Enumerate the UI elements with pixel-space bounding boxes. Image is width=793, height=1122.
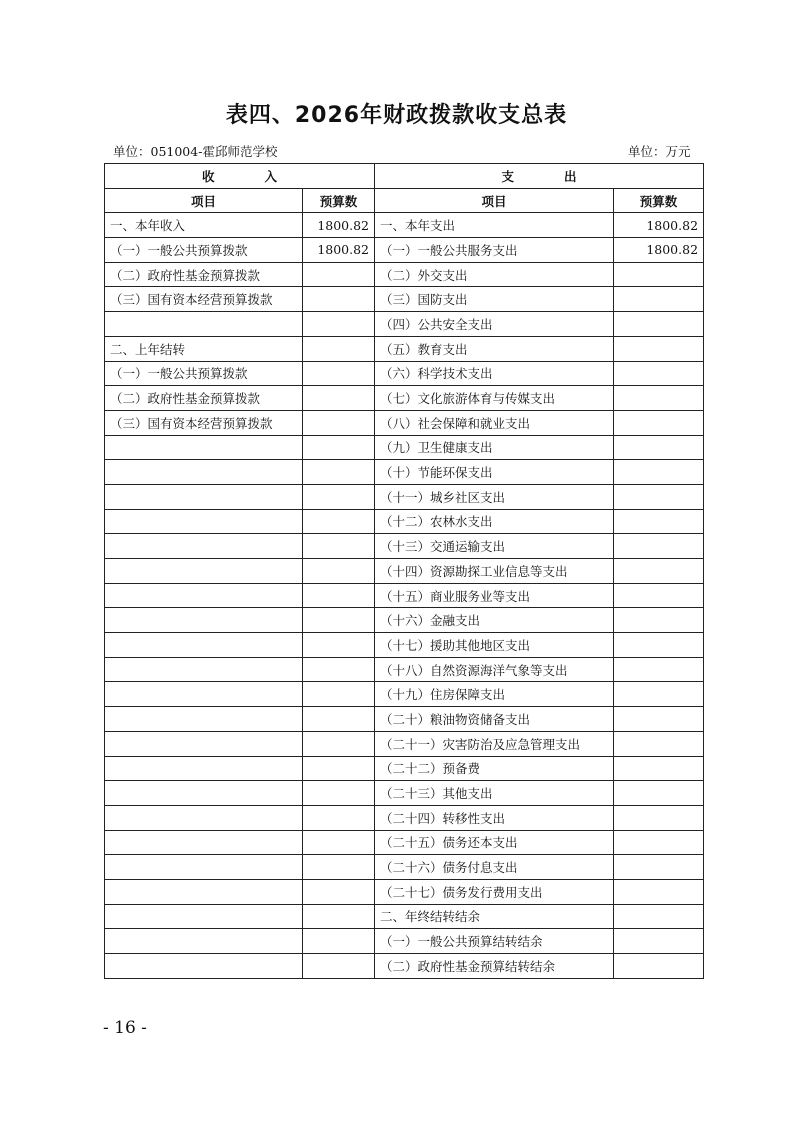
table-row (105, 756, 704, 781)
income-item-cell (105, 608, 303, 633)
income-amount-cell (303, 756, 375, 781)
table-row (105, 386, 704, 411)
expense-item-cell: （十七）援助其他地区支出 (375, 633, 614, 658)
expense-amount-cell (614, 559, 704, 584)
income-item-cell (105, 904, 303, 929)
income-item-cell (105, 682, 303, 707)
expense-amount-cell (614, 534, 704, 559)
table-row (105, 583, 704, 608)
expense-item-cell: （五）教育支出 (375, 336, 614, 361)
table-row (105, 262, 704, 287)
expense-item-cell: （九）卫生健康支出 (375, 435, 614, 460)
expense-item-cell: （一）一般公共服务支出 (375, 238, 614, 263)
income-amount-cell (303, 312, 375, 337)
table-row (105, 929, 704, 954)
expense-amount-cell (614, 386, 704, 411)
income-item-cell (105, 707, 303, 732)
income-amount-cell (303, 657, 375, 682)
table-row (105, 657, 704, 682)
table-row (105, 484, 704, 509)
page-title: 表四、2026年财政拨款收支总表 (225, 103, 568, 128)
expense-section-header: 支 出 (375, 164, 704, 189)
table-row (105, 830, 704, 855)
expense-item-cell: （四）公共安全支出 (375, 312, 614, 337)
income-amount-cell (303, 559, 375, 584)
expense-item-cell: （三）国防支出 (375, 287, 614, 312)
expense-amount-cell (614, 879, 704, 904)
expense-item-cell: （二十七）债务发行费用支出 (375, 879, 614, 904)
table-row (105, 608, 704, 633)
income-amount-cell (303, 435, 375, 460)
expense-item-cell: （六）科学技术支出 (375, 361, 614, 386)
income-item-cell: （二）政府性基金预算拨款 (105, 262, 303, 287)
income-amount-cell (303, 287, 375, 312)
expense-item-cell: （二十五）债务还本支出 (375, 830, 614, 855)
income-item-cell: （一）一般公共预算拨款 (105, 238, 303, 263)
income-budget-column-header: 预算数 (303, 188, 375, 213)
income-item-cell (105, 855, 303, 880)
income-amount-cell (303, 534, 375, 559)
expense-amount-cell (614, 336, 704, 361)
table-body (105, 213, 704, 978)
income-item-cell: （二）政府性基金预算拨款 (105, 386, 303, 411)
expense-item-cell: （二十四）转移性支出 (375, 805, 614, 830)
income-amount-cell (303, 460, 375, 485)
expense-item-cell: （十一）城乡社区支出 (375, 484, 614, 509)
expense-amount-cell (614, 855, 704, 880)
expense-amount-cell (614, 633, 704, 658)
expense-amount-cell: 1800.82 (614, 238, 704, 263)
expense-item-cell: （二）政府性基金预算结转结余 (375, 954, 614, 979)
income-item-cell (105, 583, 303, 608)
table-row (105, 707, 704, 732)
income-item-cell (105, 954, 303, 979)
income-item-cell (105, 559, 303, 584)
expense-amount-cell (614, 830, 704, 855)
income-item-cell: （三）国有资本经营预算拨款 (105, 287, 303, 312)
expense-item-cell: （十八）自然资源海洋气象等支出 (375, 657, 614, 682)
income-amount-cell (303, 707, 375, 732)
income-item-cell (105, 460, 303, 485)
expense-amount-cell (614, 904, 704, 929)
expense-amount-cell (614, 805, 704, 830)
expense-amount-cell (614, 707, 704, 732)
expense-item-cell: （八）社会保障和就业支出 (375, 410, 614, 435)
income-amount-cell (303, 904, 375, 929)
expense-amount-cell (614, 954, 704, 979)
expense-item-cell: （二十一）灾害防治及应急管理支出 (375, 731, 614, 756)
table-section-header-row (105, 164, 704, 189)
income-amount-cell (303, 336, 375, 361)
table-row (105, 336, 704, 361)
unit-label-currency: 单位：万元 (628, 144, 691, 159)
table-row (105, 435, 704, 460)
expense-amount-cell (614, 410, 704, 435)
expense-item-cell: （二十六）债务付息支出 (375, 855, 614, 880)
table-column-header-row (105, 188, 704, 213)
expense-amount-cell (614, 682, 704, 707)
table-row (105, 509, 704, 534)
expense-item-cell: （十三）交通运输支出 (375, 534, 614, 559)
expense-amount-cell (614, 608, 704, 633)
table-row (105, 731, 704, 756)
expense-amount-cell (614, 731, 704, 756)
income-item-cell (105, 435, 303, 460)
income-item-cell (105, 830, 303, 855)
income-amount-cell (303, 608, 375, 633)
expense-item-cell: （十二）农林水支出 (375, 509, 614, 534)
expense-item-cell: （十九）住房保障支出 (375, 682, 614, 707)
expense-item-cell: （十）节能环保支出 (375, 460, 614, 485)
income-amount-cell (303, 855, 375, 880)
table-row (105, 781, 704, 806)
income-item-cell: （一）一般公共预算拨款 (105, 361, 303, 386)
income-item-cell (105, 805, 303, 830)
expense-amount-cell (614, 435, 704, 460)
income-item-cell (105, 929, 303, 954)
income-amount-cell: 1800.82 (303, 238, 375, 263)
income-item-cell (105, 484, 303, 509)
income-amount-cell (303, 954, 375, 979)
expense-item-cell: （七）文化旅游体育与传媒支出 (375, 386, 614, 411)
expense-item-cell: 二、年终结转结余 (375, 904, 614, 929)
table-row (105, 904, 704, 929)
table-row (105, 954, 704, 979)
expense-amount-cell (614, 361, 704, 386)
income-amount-cell (303, 509, 375, 534)
expense-item-cell: （一）一般公共预算结转结余 (375, 929, 614, 954)
page-number: - 16 - (103, 1018, 147, 1038)
expense-item-column-header: 项目 (375, 188, 614, 213)
expense-amount-cell (614, 583, 704, 608)
income-amount-cell (303, 879, 375, 904)
expense-item-cell: （二）外交支出 (375, 262, 614, 287)
table-row (105, 559, 704, 584)
expense-item-cell: 一、本年支出 (375, 213, 614, 238)
income-amount-cell (303, 830, 375, 855)
table-row (105, 534, 704, 559)
table-row (105, 287, 704, 312)
income-item-cell: 二、上年结转 (105, 336, 303, 361)
income-amount-cell (303, 682, 375, 707)
table-row (105, 633, 704, 658)
expense-item-cell: （十六）金融支出 (375, 608, 614, 633)
expense-item-cell: （二十三）其他支出 (375, 781, 614, 806)
income-item-cell (105, 657, 303, 682)
table-row (105, 410, 704, 435)
expense-amount-cell (614, 262, 704, 287)
income-item-cell (105, 312, 303, 337)
expense-item-cell: （二十）粮油物资储备支出 (375, 707, 614, 732)
budget-table (104, 163, 704, 979)
income-item-cell: （三）国有资本经营预算拨款 (105, 410, 303, 435)
income-amount-cell: 1800.82 (303, 213, 375, 238)
income-amount-cell (303, 781, 375, 806)
income-item-cell (105, 534, 303, 559)
expense-amount-cell: 1800.82 (614, 213, 704, 238)
income-amount-cell (303, 805, 375, 830)
table-row (105, 879, 704, 904)
table-row (105, 855, 704, 880)
expense-amount-cell (614, 484, 704, 509)
income-item-cell (105, 781, 303, 806)
income-amount-cell (303, 929, 375, 954)
table-row (105, 460, 704, 485)
expense-amount-cell (614, 312, 704, 337)
income-item-cell (105, 731, 303, 756)
income-amount-cell (303, 484, 375, 509)
table-row (105, 213, 704, 238)
table-row (105, 312, 704, 337)
income-item-cell (105, 633, 303, 658)
expense-amount-cell (614, 929, 704, 954)
expense-budget-column-header: 预算数 (614, 188, 704, 213)
income-section-header: 收 入 (105, 164, 375, 189)
expense-amount-cell (614, 657, 704, 682)
income-item-column-header: 项目 (105, 188, 303, 213)
table-row (105, 805, 704, 830)
income-amount-cell (303, 410, 375, 435)
table-row (105, 361, 704, 386)
income-item-cell (105, 509, 303, 534)
income-amount-cell (303, 633, 375, 658)
income-item-cell (105, 879, 303, 904)
expense-amount-cell (614, 781, 704, 806)
expense-amount-cell (614, 509, 704, 534)
expense-item-cell: （十四）资源勘探工业信息等支出 (375, 559, 614, 584)
expense-amount-cell (614, 756, 704, 781)
income-amount-cell (303, 361, 375, 386)
income-item-cell: 一、本年收入 (105, 213, 303, 238)
table-row (105, 238, 704, 263)
income-amount-cell (303, 583, 375, 608)
income-amount-cell (303, 262, 375, 287)
income-amount-cell (303, 386, 375, 411)
table-row (105, 682, 704, 707)
expense-amount-cell (614, 287, 704, 312)
unit-label-organization: 单位：051004-霍邱师范学校 (113, 144, 278, 159)
income-amount-cell (303, 731, 375, 756)
expense-amount-cell (614, 460, 704, 485)
income-item-cell (105, 756, 303, 781)
expense-item-cell: （二十二）预备费 (375, 756, 614, 781)
expense-item-cell: （十五）商业服务业等支出 (375, 583, 614, 608)
